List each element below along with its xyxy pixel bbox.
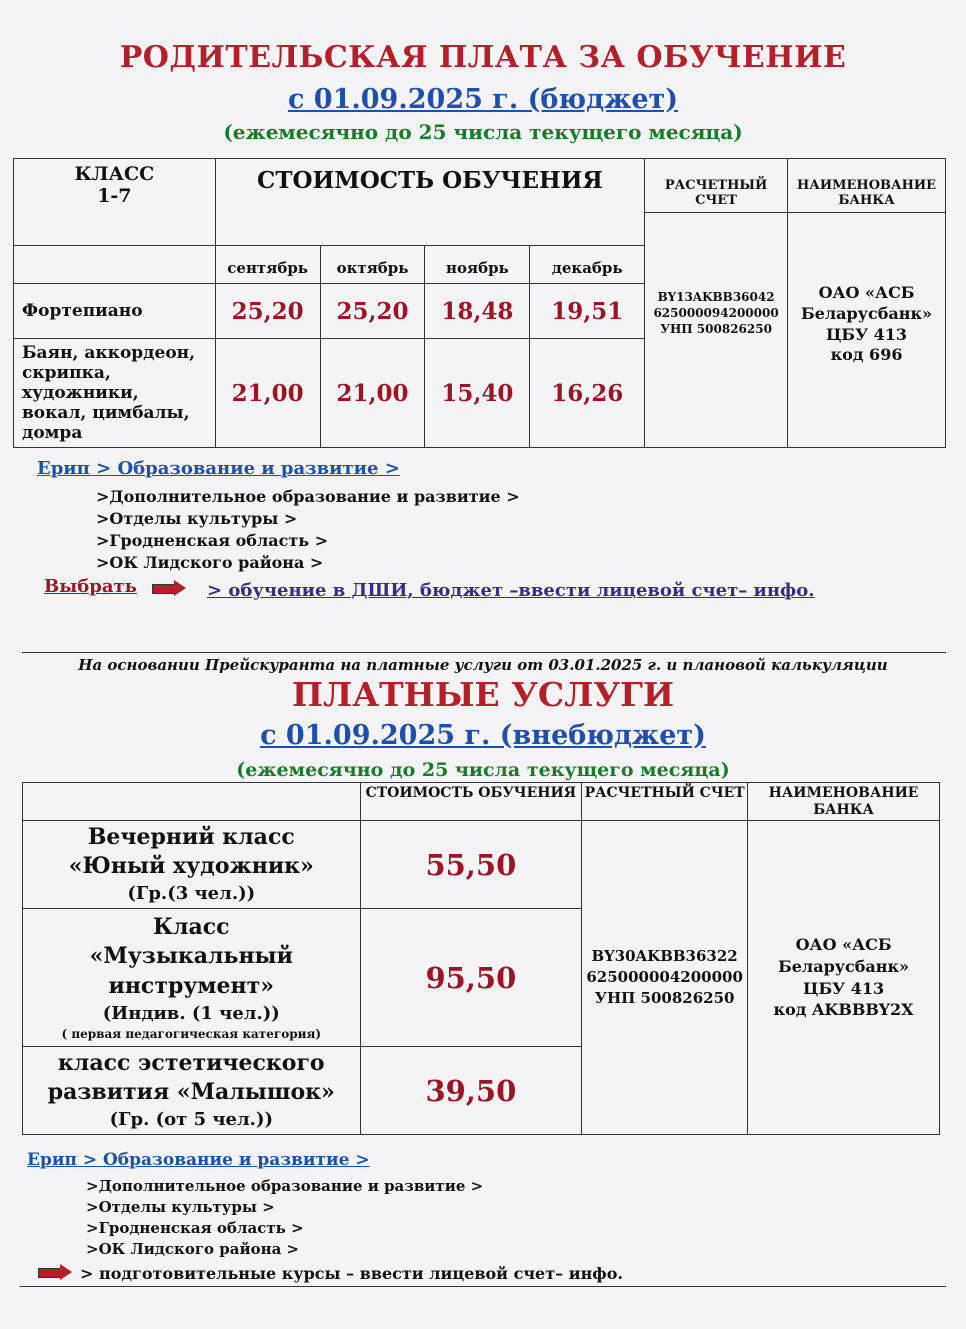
class-header [14, 159, 216, 246]
service-line: Вечерний класс [87, 823, 295, 850]
bank-name-line1: ОАО «АСБ [818, 283, 915, 302]
unp-number: УНП 500826250 [660, 322, 772, 337]
service-name [23, 1047, 361, 1135]
account-header: РАСЧЕТНЫЙ СЧЕТ [645, 159, 788, 213]
price-cell: 39,50 [360, 1047, 582, 1135]
service-group-size: (Гр. (от 5 чел.)) [109, 1109, 273, 1131]
service-line: развития «Малышок» [47, 1079, 335, 1106]
class-header-range: 1-7 [97, 185, 132, 207]
budget-account-cell [645, 213, 788, 448]
class-header-label: КЛАСС [74, 163, 155, 185]
month-header: декабрь [530, 246, 645, 284]
price-cell: 19,51 [530, 284, 645, 339]
price-cell: 15,40 [425, 339, 530, 448]
instrument-name: Баян, аккордеон, скрипка, художники, вокал, цимбалы, домра [14, 339, 216, 448]
service-line: «Юный художник» [68, 853, 314, 880]
page-title: РОДИТЕЛЬСКАЯ ПЛАТА ЗА ОБУЧЕНИЕ [119, 40, 847, 75]
bank-code: код AKBBBY2X [773, 1000, 914, 1020]
price-cell: 16,26 [530, 339, 645, 448]
account-number-cont: 625000094200000 [653, 306, 779, 321]
paid-account-cell [582, 821, 748, 1135]
service-group-size: (Гр.(3 чел.)) [127, 883, 256, 905]
bank-name-line2: Беларусбанк» [778, 956, 910, 976]
bank-header: НАИМЕНОВАНИЕ БАНКА [788, 159, 946, 213]
erip-path-item: >Дополнительное образование и развитие > [96, 487, 520, 506]
erip-title: Ерип > Образование и развитие > [37, 458, 400, 479]
final-instruction: > подготовительные курсы – ввести лицевой счет– инфо. [80, 1264, 623, 1283]
budget-fee-table [13, 158, 946, 448]
bank-name-line1: ОАО «АСБ [795, 935, 892, 955]
erip-path-item: >ОК Лидского района > [86, 1240, 300, 1258]
blank-header-cell [23, 783, 361, 821]
paid-services-title: ПЛАТНЫЕ УСЛУГИ [291, 675, 675, 714]
bank-branch: ЦБУ 413 [825, 324, 908, 344]
paid-bank-cell [748, 821, 940, 1135]
divider [22, 652, 946, 653]
blank-cell [14, 246, 216, 284]
erip-path-item: >Гродненская область > [96, 531, 329, 550]
bottom-divider [20, 1286, 946, 1287]
select-label: Выбрать [44, 576, 137, 597]
basis-note: На основании Прейскуранта на платные услуги от 03.01.2025 г. и плановой калькуляции [78, 656, 888, 674]
instrument-name: Фортепиано [14, 284, 216, 339]
paid-services-table [22, 782, 940, 1135]
bank-branch: ЦБУ 413 [803, 978, 885, 998]
service-name [23, 821, 361, 909]
price-cell: 21,00 [215, 339, 320, 448]
erip-path-item: >ОК Лидского района > [96, 553, 324, 572]
account-header: РАСЧЕТНЫЙ СЧЕТ [582, 783, 748, 821]
price-cell: 21,00 [320, 339, 425, 448]
budget-date: с 01.09.2025 г. (бюджет) [287, 84, 679, 115]
service-line: инструмент» [108, 973, 275, 1000]
price-cell: 18,48 [425, 284, 530, 339]
bank-header: НАИМЕНОВАНИЕ БАНКА [748, 783, 940, 821]
price-cell: 95,50 [360, 909, 582, 1047]
price-cell: 25,20 [215, 284, 320, 339]
service-line: класс эстетического [57, 1049, 325, 1076]
price-cell: 55,50 [360, 821, 582, 909]
month-header: октябрь [320, 246, 425, 284]
month-header: ноябрь [425, 246, 530, 284]
red-arrow-icon [152, 580, 186, 596]
paid-payment-note: (ежемесячно до 25 числа текущего месяца) [236, 759, 730, 781]
service-line: Класс [152, 913, 230, 940]
erip-path-item: >Гродненская область > [86, 1219, 304, 1237]
account-number: BY13AKBB36042 [657, 290, 775, 304]
red-arrow-icon [38, 1264, 72, 1280]
cost-header: СТОИМОСТЬ ОБУЧЕНИЯ [360, 783, 582, 821]
service-group-size: (Индив. (1 чел.)) [102, 1002, 280, 1024]
erip-path-item: >Отделы культуры > [96, 509, 298, 528]
paid-date: с 01.09.2025 г. (внебюджет) [260, 720, 706, 751]
cost-header: СТОИМОСТЬ ОБУЧЕНИЯ [215, 159, 644, 246]
bank-code: код 696 [830, 345, 903, 365]
bank-name-line2: Беларусбанк» [801, 303, 933, 323]
account-number-cont: 625000004200000 [586, 968, 743, 986]
unp-number: УНП 500826250 [594, 989, 735, 1007]
account-number: BY30AKBB36322 [591, 947, 738, 965]
erip-title: Ерип > Образование и развитие > [27, 1150, 370, 1170]
budget-payment-note: (ежемесячно до 25 числа текущего месяца) [223, 120, 743, 144]
budget-bank-cell [788, 213, 946, 448]
service-name [23, 909, 361, 1047]
erip-path-item: >Отделы культуры > [86, 1198, 275, 1216]
month-header: сентябрь [215, 246, 320, 284]
select-instruction: > обучение в ДШИ, бюджет –ввести лицевой счет– инфо. [207, 580, 815, 601]
price-cell: 25,20 [320, 284, 425, 339]
teacher-category: ( первая педагогическая категория) [61, 1027, 322, 1042]
erip-path-item: >Дополнительное образование и развитие > [86, 1177, 484, 1195]
service-line: «Музыкальный [89, 943, 293, 970]
